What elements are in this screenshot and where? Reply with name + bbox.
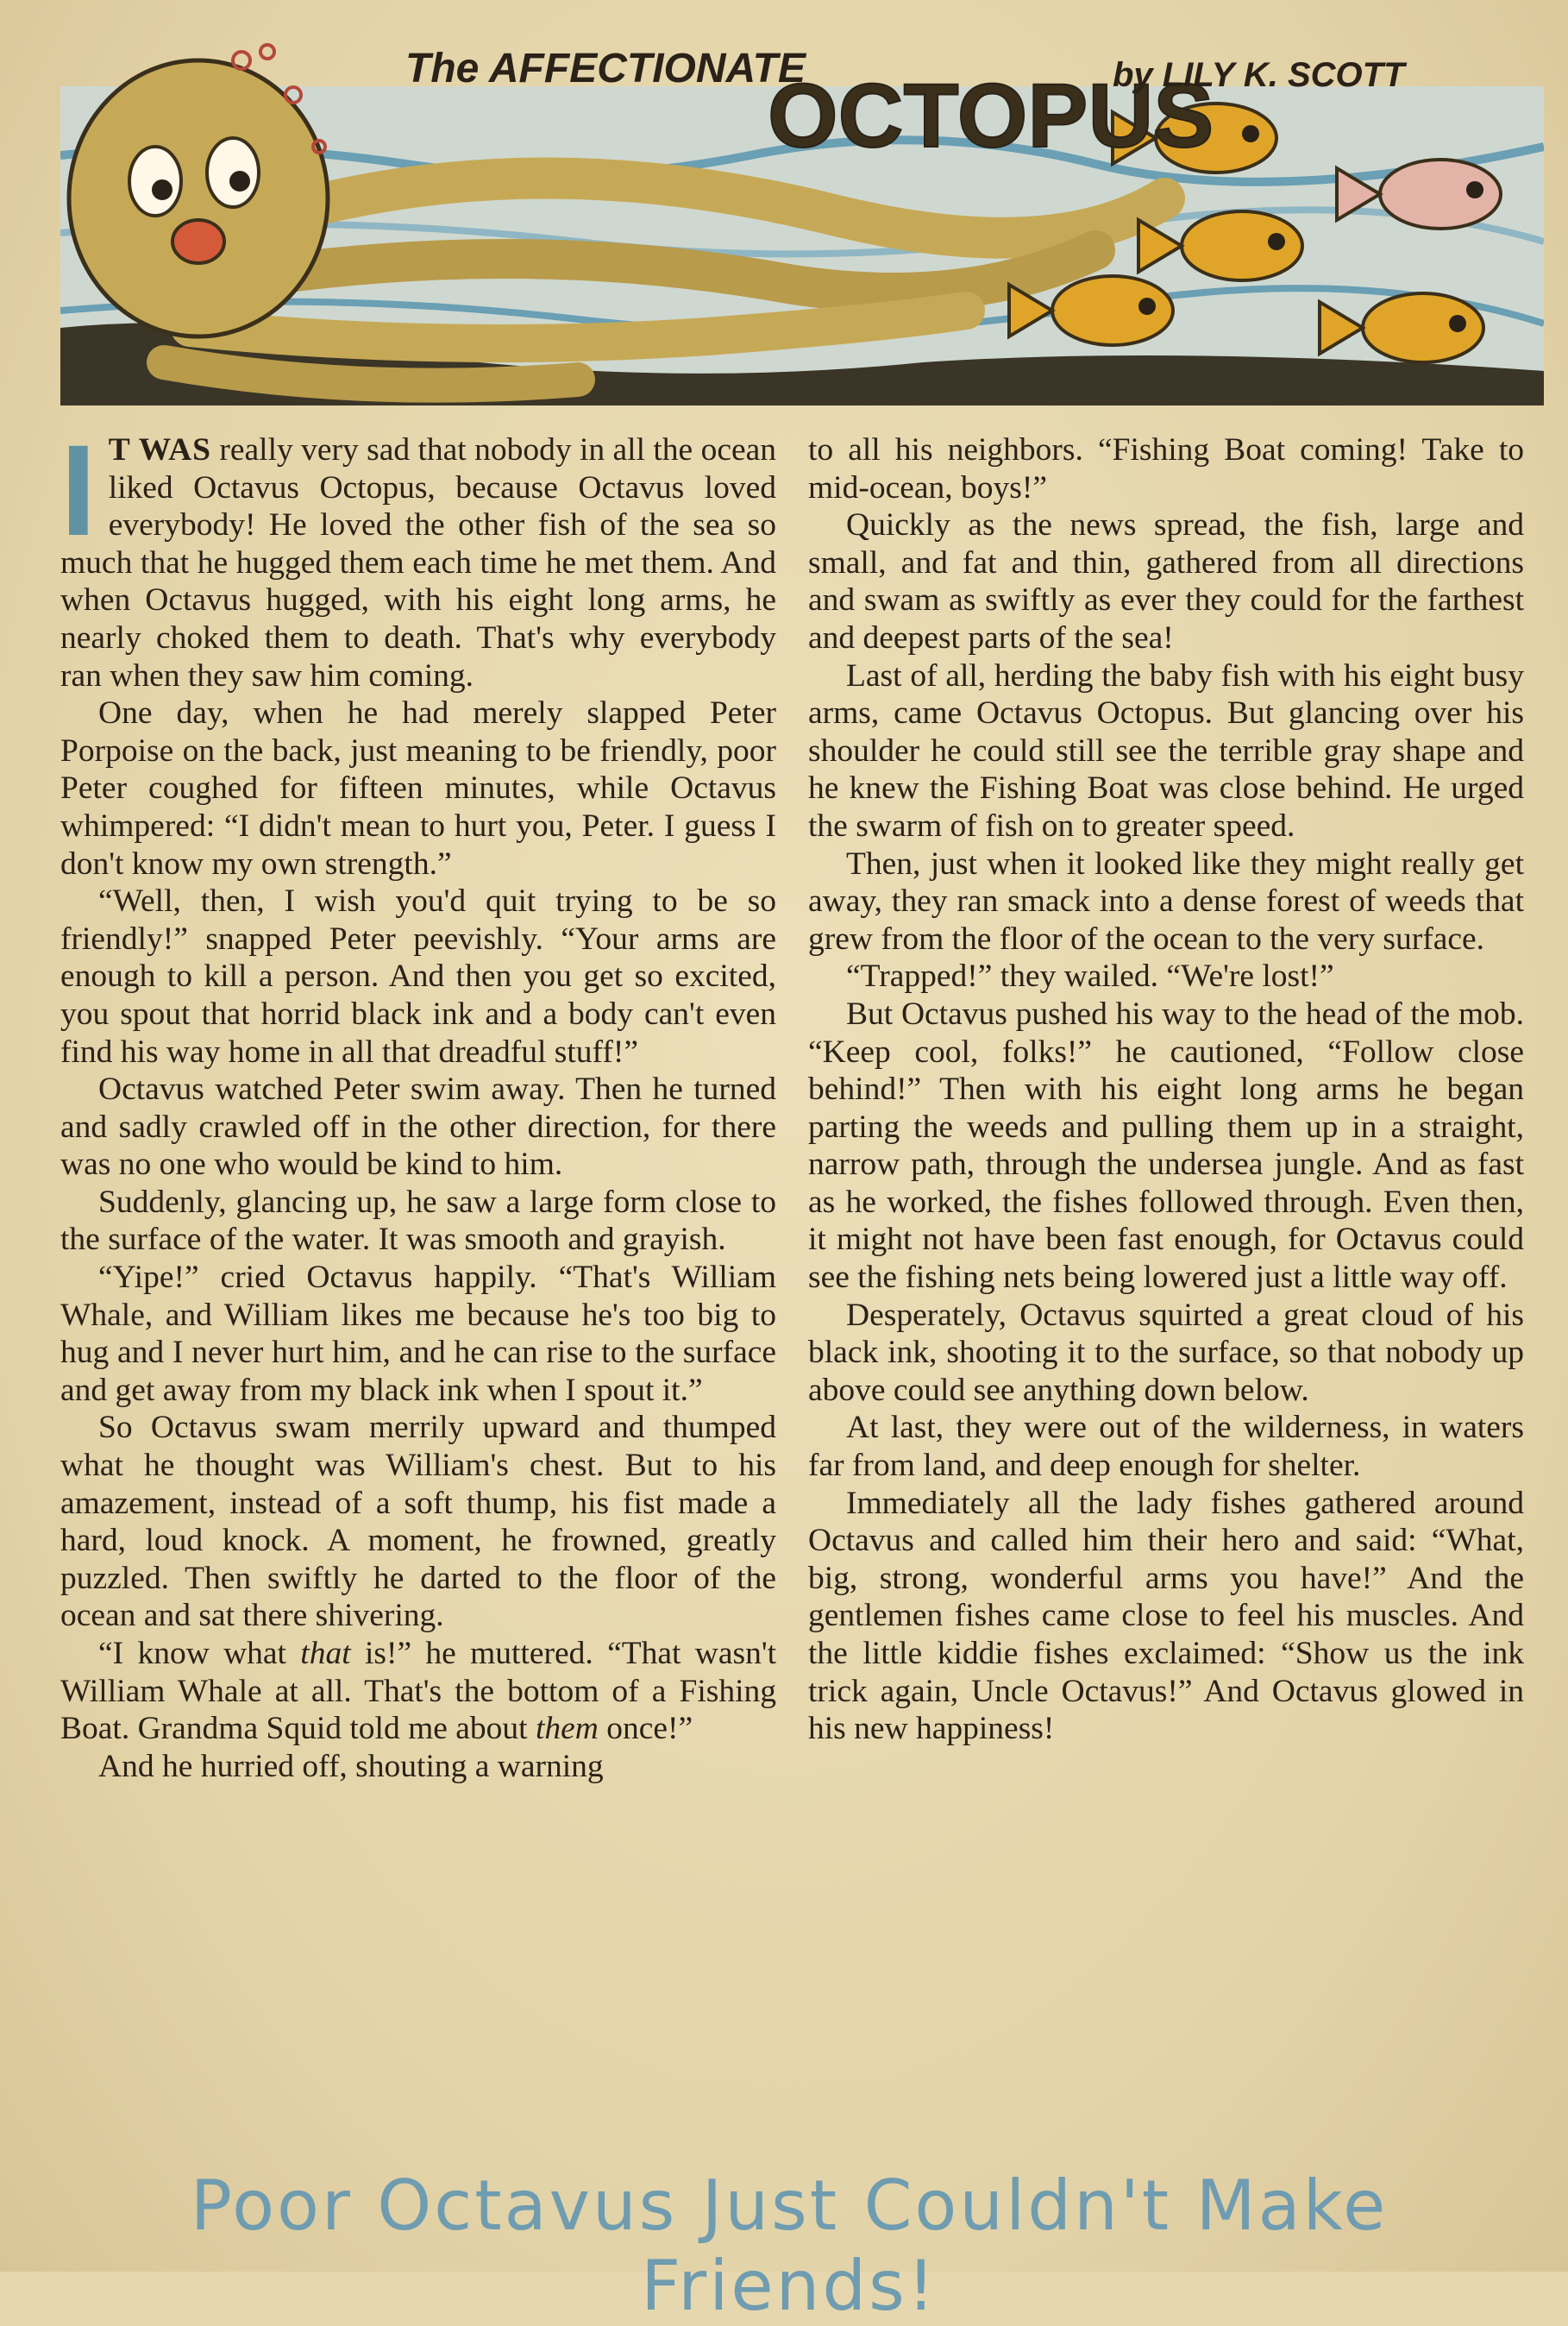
text-run: “I know what (98, 1636, 301, 1671)
story-paragraph: Desperately, Octavus squirted a great cloud of his black ink, shooting it to the surface, so that nobody up above could see anything down below. (808, 1297, 1524, 1408)
octopus-pupil (152, 179, 172, 200)
text-run: once!” (598, 1711, 693, 1747)
octopus-mouth (172, 220, 224, 263)
story-paragraph: At last, they were out of the wilderness, in waters far from land, and deep enough for shelter. (808, 1410, 1524, 1484)
story-paragraph: Last of all, herding the baby fish with his eight busy arms, came Octavus Octopus. But glancing over his shoulder he could still see the terrible gray shape and he knew the Fishing Boat was close behind. He urged the swarm of fish on to greater speed. (808, 657, 1524, 844)
title-main: OCTOPUS (768, 66, 1214, 167)
story-paragraph: Immediately all the lady fishes gathered around Octavus and called him their hero and said: “What, big, strong, wonderful arms you have!” And the gentlemen fishes came close to feel his muscles. And the little kiddie fishes exclaimed: “Show us the ink trick again, Uncle Octavus!” And Octavus glowed in his new happiness! (808, 1485, 1524, 1747)
bubble (260, 45, 274, 59)
footer-caption: Poor Octavus Just Couldn't Make Friends! (190, 2166, 1389, 2326)
title-banner-illustration (60, 26, 1544, 405)
story-paragraph: “Trapped!” they wailed. “We're lost!” (846, 959, 1334, 995)
italic-text: that (300, 1636, 351, 1671)
drop-cap: I (60, 418, 97, 563)
story-paragraph: Then, just when it looked like they might really get away, they ran smack into a dense forest of weeds that grew from the floor of the ocean to the very surface. (808, 846, 1524, 957)
story-paragraph: But Octavus pushed his way to the head of the mob. “Keep cool, folks!” he cautioned, “Follow close behind!” Then with his eight long arms he began parting the weeds and pulling them up in a straight, narrow path, through the undersea jungle. And as fast as he worked, the fishes followed through. Even then, it might not have been fast enough, for Octavus could see the fishing nets being lowered just a little way off. (808, 996, 1524, 1296)
story-paragraph (60, 418, 777, 695)
story-paragraph: Suddenly, glancing up, he saw a large form close to the surface of the water. It was smooth and grayish. (60, 1184, 776, 1258)
story-paragraph: One day, when he had merely slapped Peter Porpoise on the back, just meaning to be friendly, poor Peter coughed for fifteen minutes, while Octavus whimpered: “I didn't mean to hurt you, Peter. I guess I don't know my own strength.” (60, 695, 776, 882)
octopus-eye (207, 138, 259, 207)
title-prefix: The AFFECTIONATE (405, 46, 806, 91)
lead-in: T WAS (108, 432, 212, 468)
story-paragraph: to all his neighbors. “Fishing Boat coming! Take to mid-ocean, boys!” (808, 432, 1524, 506)
story-column-left (60, 418, 777, 1785)
octopus-eye (129, 147, 181, 216)
byline: by LILY K. SCOTT (1113, 56, 1405, 94)
story-paragraph (60, 1635, 776, 1748)
paragraph-text: really very sad that nobody in all the ocean liked Octavus Octopus, because Octavus loved everybody! He loved the other fish of the sea so much that he hugged them each time he met them. And when Octavus hugged, with his eight long arms, he nearly choked them to death. That's why everybody ran when they saw him coming. (60, 432, 777, 694)
story-paragraph: So Octavus swam merrily upward and thumped what he thought was William's chest. But to his amazement, instead of a soft thump, his fist made a hard, loud knock. A moment, he frowned, greatly puzzled. Then swiftly he darted to the floor of the ocean and sat there shivering. (60, 1410, 776, 1634)
octopus-pupil (229, 171, 250, 192)
story-paragraph: Quickly as the news spread, the fish, large and small, and fat and thin, gathered from all directions and swam as swiftly as ever they could for the farthest and deepest parts of the sea! (808, 507, 1524, 656)
story-paragraph: “Yipe!” cried Octavus happily. “That's William Whale, and William likes me because he's too big to hug and I never hurt him, and he can rise to the surface and get away from my black ink when I spout it.” (60, 1260, 776, 1408)
italic-text: them (535, 1711, 599, 1747)
story-column-right (808, 431, 1524, 1748)
story-paragraph: “Well, then, I wish you'd quit trying to be so friendly!” snapped Peter peevishly. “Your arms are enough to kill a person. And then you get so excited, you spout that horrid black ink and a body can't even find his way home in all that dreadful stuff!” (60, 883, 776, 1070)
story-paragraph: Octavus watched Peter swim away. Then he turned and sadly crawled off in the other direction, for there was no one who would be kind to him. (60, 1072, 776, 1183)
story-paragraph: And he hurried off, shouting a warning (98, 1748, 604, 1784)
text-run: is!” he muttered. “That wasn't William Whale at all. That's the bottom of a Fishing Boat. Grandma Squid told me about (60, 1636, 776, 1747)
banner-art (60, 26, 1544, 405)
